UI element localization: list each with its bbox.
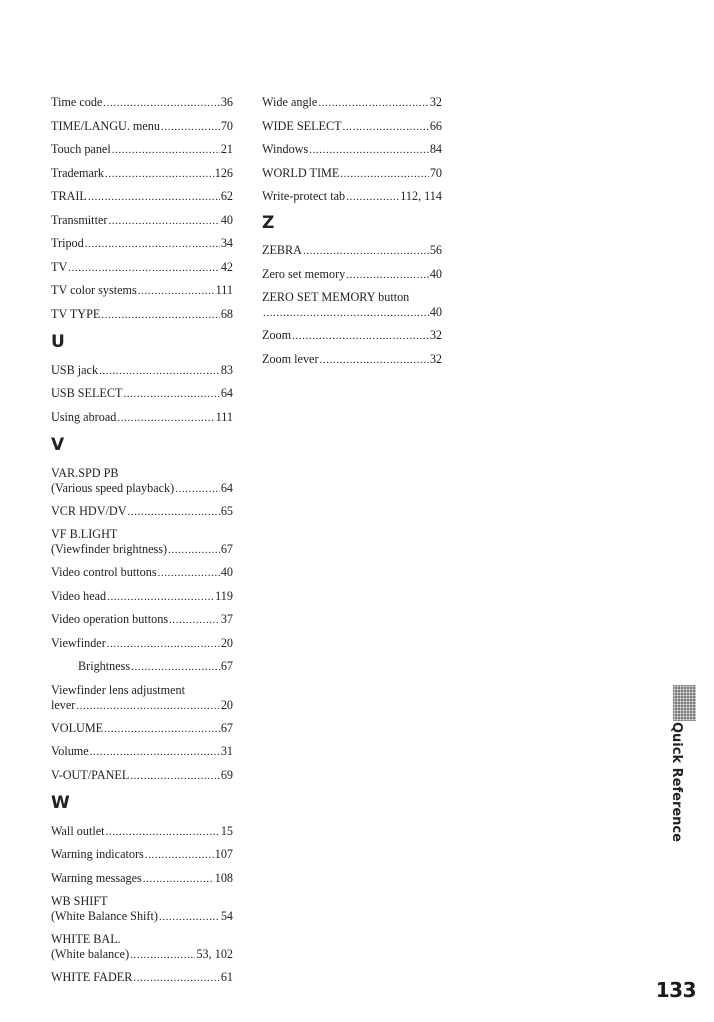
entry-heading: WB SHIFT	[51, 894, 108, 908]
entry-page-ref: 20	[220, 697, 233, 712]
entry-term: Touch panel	[51, 142, 111, 156]
entry-term: Zoom lever	[262, 351, 319, 366]
index-entry	[51, 824, 233, 840]
entry-leader-dots	[158, 566, 220, 581]
index-entry	[51, 612, 233, 628]
entry-line	[51, 824, 233, 840]
entry-line	[51, 847, 233, 863]
index-entry	[51, 410, 233, 426]
entry-page-ref: 67	[220, 720, 233, 735]
entry-term: WHITE FADER	[51, 970, 133, 984]
entry-term: TV color systems	[51, 283, 137, 297]
entry-leader-dots	[133, 971, 219, 986]
index-entry	[51, 636, 233, 652]
entry-leader-dots	[131, 660, 220, 675]
entry-heading: Viewfinder lens adjustment	[51, 682, 185, 697]
entry-page-ref: 54	[220, 909, 233, 923]
entry-term: USB jack	[51, 362, 99, 377]
entry-leader-dots	[169, 613, 220, 628]
entry-page-ref: 69	[220, 767, 233, 782]
entry-page-ref: 111	[215, 409, 233, 424]
entry-page-ref: 32	[429, 351, 442, 366]
index-entry	[51, 119, 233, 135]
entry-line	[51, 386, 233, 402]
entry-leader-dots	[340, 167, 429, 182]
index-entry	[51, 659, 233, 675]
index-entry	[51, 744, 233, 760]
index-entry	[51, 932, 233, 963]
entry-leader-dots	[145, 848, 214, 863]
entry-page-ref: 21	[220, 142, 233, 156]
entry-term: Time code	[51, 95, 103, 109]
entry-page-ref: 36	[220, 95, 233, 109]
entry-page-ref: 40	[429, 266, 442, 281]
entry-term: VCR HDV/DV	[51, 503, 127, 518]
index-entry	[51, 504, 233, 520]
entry-leader-dots	[88, 190, 220, 205]
entry-term: Video operation buttons	[51, 612, 169, 626]
entry-line	[51, 481, 233, 497]
index-entry	[262, 243, 442, 259]
entry-term: USB SELECT	[51, 386, 123, 400]
entry-page-ref: 111	[215, 283, 233, 297]
entry-leader-dots	[105, 167, 214, 182]
entry-page-ref: 67	[220, 659, 233, 673]
section-letter: Z	[262, 213, 275, 233]
entry-leader-dots	[101, 308, 219, 323]
entry-line	[262, 352, 442, 368]
section-letter: U	[51, 331, 65, 352]
entry-leader-dots	[292, 329, 429, 344]
entry-term: Transmitter	[51, 212, 108, 227]
entry-line	[51, 947, 233, 963]
entry-line	[51, 721, 233, 737]
index-entry	[262, 328, 442, 344]
entry-term: Windows	[262, 142, 309, 156]
index-entry	[262, 267, 442, 283]
entry-term: Warning messages	[51, 870, 142, 885]
entry-leader-dots	[108, 214, 219, 229]
index-entry	[51, 95, 233, 111]
entry-page-ref: 64	[220, 386, 233, 400]
entry-heading: WHITE BAL.	[51, 932, 121, 946]
entry-page-ref: 56	[429, 243, 442, 257]
entry-leader-dots	[68, 261, 220, 276]
entry-line	[51, 659, 233, 675]
index-entry	[262, 95, 442, 111]
entry-leader-dots	[104, 722, 220, 737]
entry-line	[262, 243, 442, 259]
entry-leader-dots	[168, 543, 220, 558]
entry-leader-dots	[107, 590, 214, 605]
entry-line	[51, 612, 233, 628]
entry-term: ZEBRA	[262, 243, 302, 257]
entry-line	[51, 166, 233, 182]
index-column-left	[51, 95, 233, 994]
index-entry	[51, 189, 233, 205]
entry-page-ref: 40	[429, 305, 442, 319]
entry-term: TIME/LANGU. menu	[51, 118, 160, 133]
index-entry	[51, 466, 233, 497]
entry-line	[51, 363, 233, 379]
entry-term: Tripod	[51, 236, 84, 250]
entry-line	[51, 698, 233, 714]
entry-page-ref: 64	[220, 480, 233, 495]
index-entry	[51, 768, 233, 784]
entry-line	[51, 565, 233, 581]
entry-page-ref: 83	[220, 362, 233, 377]
entry-leader-dots	[320, 353, 429, 368]
entry-leader-dots	[143, 872, 214, 887]
entry-term: Video head	[51, 588, 107, 603]
entry-term: VOLUME	[51, 720, 104, 735]
entry-leader-dots	[343, 120, 429, 135]
entry-page-ref: 40	[220, 212, 233, 227]
index-entry	[51, 283, 233, 299]
entry-page-ref: 32	[429, 95, 442, 109]
entry-leader-dots	[90, 745, 220, 760]
entry-leader-dots	[159, 910, 220, 925]
entry-page-ref: 66	[429, 118, 442, 133]
section-tab-pattern	[673, 685, 696, 721]
entry-line	[51, 307, 233, 323]
index-entry	[51, 970, 233, 986]
entry-term: Zero set memory	[262, 266, 346, 281]
entry-line	[262, 142, 442, 158]
entry-line	[51, 542, 233, 558]
entry-term: Wide angle	[262, 95, 318, 109]
entry-leader-dots	[346, 268, 429, 283]
entry-line	[51, 95, 233, 111]
entry-line	[262, 267, 442, 283]
entry-page-ref: 53, 102	[196, 947, 233, 961]
index-entry	[51, 894, 233, 925]
index-entry	[262, 290, 442, 321]
index-entry	[51, 871, 233, 887]
entry-line	[51, 142, 233, 158]
index-entry	[262, 119, 442, 135]
index-entry	[51, 260, 233, 276]
entry-page-ref: 40	[220, 565, 233, 579]
entry-term: (White balance)	[51, 947, 130, 961]
entry-leader-dots	[112, 143, 220, 158]
entry-line	[51, 909, 233, 925]
entry-term: TV	[51, 259, 68, 274]
entry-line	[51, 504, 233, 520]
entry-line	[51, 283, 233, 299]
entry-term: (White Balance Shift)	[51, 909, 158, 923]
entry-term: Zoom	[262, 328, 292, 342]
entry-term: Brightness	[78, 659, 131, 673]
index-entry	[262, 142, 442, 158]
entry-page-ref: 107	[214, 847, 233, 861]
index-entry	[262, 189, 442, 205]
entry-term: Video control buttons	[51, 565, 157, 579]
index-entry	[51, 142, 233, 158]
entry-line	[51, 236, 233, 252]
entry-term: TRAIL	[51, 189, 87, 203]
entry-page-ref: 37	[220, 612, 233, 626]
index-entry	[51, 565, 233, 581]
entry-page-ref: 108	[214, 870, 233, 885]
entry-leader-dots	[107, 637, 220, 652]
entry-page-ref: 84	[429, 142, 442, 156]
entry-page-ref: 34	[220, 236, 233, 250]
entry-leader-dots	[138, 284, 215, 299]
entry-term: Warning indicators	[51, 847, 144, 861]
entry-leader-dots	[175, 482, 220, 497]
entry-leader-dots	[106, 825, 220, 840]
index-entry	[51, 307, 233, 323]
entry-page-ref: 15	[220, 823, 233, 838]
index-column-right	[262, 95, 442, 375]
entry-term: WORLD TIME	[262, 165, 340, 180]
entry-heading: VAR.SPD PB	[51, 465, 119, 480]
section-letter: V	[51, 434, 65, 455]
index-entry	[262, 352, 442, 368]
index-entry	[51, 166, 233, 182]
entry-term: WIDE SELECT	[262, 118, 342, 133]
entry-line	[262, 305, 442, 321]
entry-page-ref: 70	[220, 118, 233, 133]
entry-leader-dots	[346, 190, 399, 205]
section-tab-label: Quick Reference	[669, 722, 684, 842]
index-entry	[51, 527, 233, 558]
entry-line	[51, 589, 233, 605]
index-entry	[262, 166, 442, 182]
entry-line	[51, 189, 233, 205]
entry-line	[262, 119, 442, 135]
entry-line	[51, 260, 233, 276]
entry-page-ref: 32	[429, 328, 442, 342]
entry-term: Using abroad	[51, 409, 117, 424]
section-letter: W	[51, 792, 70, 813]
entry-term: Volume	[51, 744, 89, 758]
entry-page-ref: 65	[220, 503, 233, 518]
entry-line	[51, 636, 233, 652]
entry-page-ref: 61	[220, 970, 233, 984]
entry-term: Write-protect tab	[262, 189, 346, 203]
entry-term: (Various speed playback)	[51, 480, 175, 495]
entry-term: V-OUT/PANEL	[51, 767, 130, 782]
entry-page-ref: 62	[220, 189, 233, 203]
entry-page-ref: 31	[220, 744, 233, 758]
entry-page-ref: 126	[214, 165, 233, 180]
entry-term: Wall outlet	[51, 823, 105, 838]
entry-heading: ZERO SET MEMORY button	[262, 290, 410, 304]
entry-leader-dots	[130, 948, 195, 963]
entry-page-ref: 119	[215, 588, 233, 603]
entry-line	[51, 213, 233, 229]
entry-leader-dots	[85, 237, 220, 252]
entry-leader-dots	[117, 411, 214, 426]
index-entry	[51, 236, 233, 252]
entry-line	[51, 119, 233, 135]
entry-leader-dots	[303, 244, 429, 259]
entry-line	[51, 871, 233, 887]
entry-line	[51, 744, 233, 760]
entry-term: Trademark	[51, 165, 105, 180]
entry-line	[262, 95, 442, 111]
index-entry	[51, 386, 233, 402]
entry-page-ref: 42	[220, 259, 233, 274]
entry-page-ref: 70	[429, 165, 442, 180]
entry-leader-dots	[263, 306, 429, 321]
entry-term: Viewfinder	[51, 635, 106, 650]
entry-line	[51, 768, 233, 784]
entry-leader-dots	[318, 96, 428, 111]
entry-page-ref: 67	[220, 542, 233, 556]
entry-page-ref: 112, 114	[400, 189, 442, 203]
entry-leader-dots	[130, 769, 219, 784]
entry-term: (Viewfinder brightness)	[51, 542, 168, 556]
entry-line	[262, 166, 442, 182]
entry-leader-dots	[128, 505, 220, 520]
index-entry	[51, 847, 233, 863]
entry-leader-dots	[99, 364, 220, 379]
entry-leader-dots	[161, 120, 220, 135]
entry-page-ref: 68	[220, 306, 233, 321]
entry-page-ref: 20	[220, 635, 233, 650]
index-entry	[51, 363, 233, 379]
index-entry	[51, 589, 233, 605]
entry-line	[51, 410, 233, 426]
entry-term: TV TYPE	[51, 306, 101, 321]
index-entry	[51, 683, 233, 714]
page-number: 133	[655, 978, 696, 1002]
entry-leader-dots	[103, 96, 219, 111]
index-entry	[51, 721, 233, 737]
entry-line	[262, 189, 442, 205]
entry-term: lever	[51, 697, 76, 712]
entry-line	[51, 970, 233, 986]
entry-heading: VF B.LIGHT	[51, 527, 118, 541]
entry-line	[262, 328, 442, 344]
index-entry	[51, 213, 233, 229]
entry-leader-dots	[309, 143, 429, 158]
entry-leader-dots	[76, 699, 219, 714]
entry-leader-dots	[123, 387, 219, 402]
